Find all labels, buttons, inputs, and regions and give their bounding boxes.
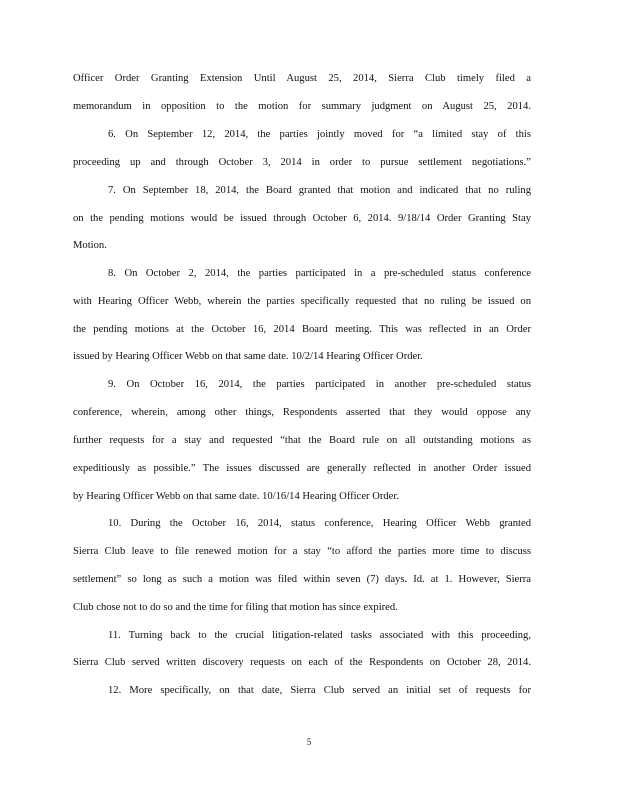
text-line: by Hearing Officer Webb on that same date. 10/16/14 Hearing Officer Order. <box>73 491 399 502</box>
text-line: the pending motions at the October 16, 2014 Board meeting. This was reflected in an Order <box>73 324 531 335</box>
text-line: 6. On September 12, 2014, the parties jointly moved for “a limited stay of this <box>108 129 531 140</box>
text-line: Club chose not to do so and the time for filing that motion has since expired. <box>73 602 398 613</box>
text-line: proceeding up and through October 3, 2014 in order to pursue settlement negotiations.” <box>73 157 531 168</box>
text-line: 8. On October 2, 2014, the parties participated in a pre-scheduled status conference <box>108 268 531 279</box>
text-line: 12. More specifically, on that date, Sierra Club served an initial set of requests for <box>108 685 531 696</box>
text-line: 10. During the October 16, 2014, status conference, Hearing Officer Webb granted <box>108 518 531 529</box>
text-line: Sierra Club served written discovery requests on each of the Respondents on October 28, 2014. <box>73 657 531 668</box>
text-line: expeditiously as possible.” The issues discussed are generally reflected in another Order issued <box>73 463 531 474</box>
text-line: with Hearing Officer Webb, wherein the parties specifically requested that no ruling be issued on <box>73 296 531 307</box>
text-line: on the pending motions would be issued through October 6, 2014. 9/18/14 Order Granting Stay <box>73 213 531 224</box>
text-line: Sierra Club leave to file renewed motion for a stay “to afford the parties more time to discuss <box>73 546 531 557</box>
text-line: further requests for a stay and requested “that the Board rule on all outstanding motions as <box>73 435 531 446</box>
text-line: 11. Turning back to the crucial litigation-related tasks associated with this proceeding, <box>108 630 531 641</box>
text-line: memorandum in opposition to the motion for summary judgment on August 25, 2014. <box>73 101 531 112</box>
page-number: 5 <box>306 737 312 747</box>
text-line: Motion. <box>73 240 107 251</box>
text-line: Officer Order Granting Extension Until August 25, 2014, Sierra Club timely filed a <box>73 73 531 84</box>
text-line: 9. On October 16, 2014, the parties participated in another pre-scheduled status <box>108 379 531 390</box>
text-line: settlement” so long as such a motion was filed within seven (7) days. Id. at 1. However, Sierra <box>73 574 531 585</box>
text-line: conference, wherein, among other things, Respondents asserted that they would oppose any <box>73 407 531 418</box>
text-line: 7. On September 18, 2014, the Board granted that motion and indicated that no ruling <box>108 185 531 196</box>
text-line: issued by Hearing Officer Webb on that same date. 10/2/14 Hearing Officer Order. <box>73 351 423 362</box>
